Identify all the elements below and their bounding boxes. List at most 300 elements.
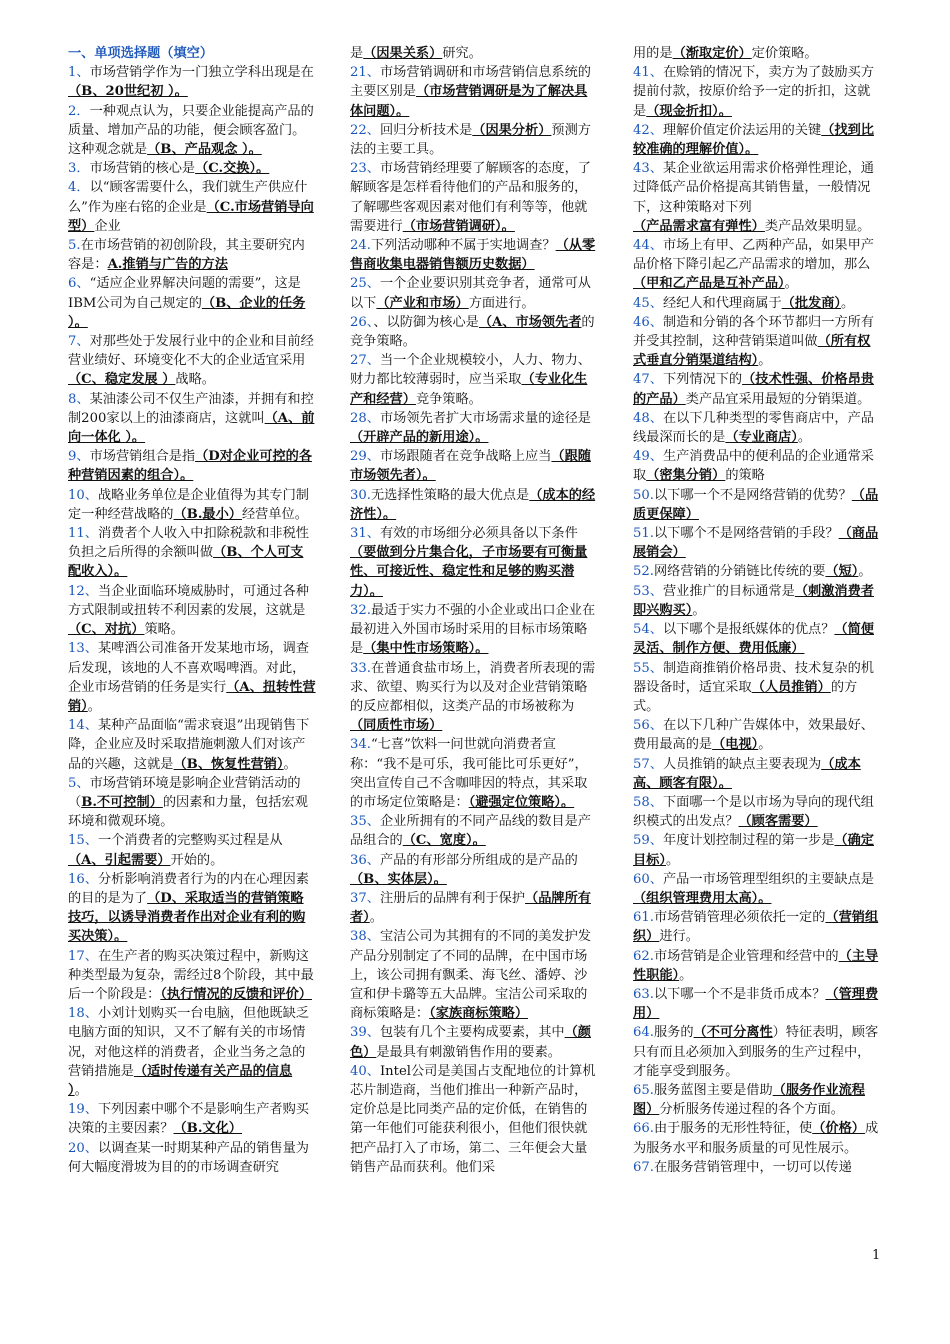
question-number: 41、: [633, 65, 663, 81]
question-answer: （跟随市场领先者）。: [350, 449, 591, 484]
question-text-tail: 策略。: [144, 622, 184, 638]
question-number: 49、: [633, 449, 663, 465]
question-text: 理解价值定价法运用的关键: [662, 122, 822, 138]
question-answer: （人员推销）: [751, 679, 831, 695]
question-item: [68, 1004, 316, 1100]
question-item: [633, 447, 883, 485]
question-text: 在生产者的购买决策过程中，新购这种类型最为复杂，需经过8个阶段，其中最后一个阶段是：: [68, 948, 314, 1002]
question-text-tail: 类产品效果明显。: [764, 218, 871, 234]
question-answer: （从零售商收集电器销售额历史数据）: [350, 238, 596, 273]
question-number: 48、: [633, 410, 663, 426]
question-text: 经纪人和代理商属于: [662, 295, 782, 311]
question-number: 26、: [350, 314, 374, 330]
question-text: “适应企业界解决问题的需要”，这是IBM公司为自己规定的: [68, 276, 301, 311]
question-text: 制造和分销的各个环节都归一方所有并受其控制，这种营销渠道叫做: [633, 314, 874, 350]
question-number: 20、: [68, 1140, 98, 1156]
question-text: 下列因素中哪个不是影响生产者购买决策的主要因素？: [68, 1102, 309, 1137]
question-item: [350, 63, 598, 121]
question-item: [350, 159, 598, 236]
question-text: 某油漆公司不仅生产油漆，并拥有和控制200家以上的油漆商店，这就叫: [68, 391, 314, 426]
question-number: 64.: [633, 1025, 654, 1041]
question-item: [633, 1119, 883, 1157]
question-answer: （A、扭转性营销）: [68, 679, 316, 714]
question-answer: （家族商标策略）: [429, 1006, 529, 1022]
question-text: 制造商推销价格昂贵、技术复杂的机器设备时，适宜采取: [633, 660, 874, 695]
question-item: [350, 274, 598, 312]
question-text: 一个企业要识别其竞争者，通常可从以下: [350, 276, 591, 311]
question-item: [633, 908, 883, 946]
question-text: 下面哪一个是以市场为导向的现代组织模式的出发点？: [633, 794, 874, 830]
question-answer: （B、20世纪初 ）。: [68, 84, 188, 100]
question-text: 生产消费品中的便利品的企业通常采取: [633, 449, 874, 484]
question-text: 在市场营销的初创阶段，其主要研究内容是：: [68, 238, 305, 273]
question-number: 38、: [350, 929, 380, 945]
question-text: 一种观点认为，只要企业能提高产品的质量、增加产品的功能，便会顾客盈门。这种观念就是: [68, 103, 314, 158]
question-text-tail: 企业: [94, 218, 121, 234]
question-answer: （因果分析）: [472, 122, 552, 138]
question-item: [350, 313, 598, 351]
question-answer: （颜色）: [350, 1025, 591, 1060]
question-answer: （电视）: [712, 737, 759, 753]
question-answer: （顾客需要）: [738, 814, 818, 830]
question-text-tail: 。: [758, 353, 772, 369]
question-text: 企业所拥有的不同产品线的数目是产品组合的: [350, 814, 591, 849]
question-answer: （同质性市场）: [350, 718, 443, 734]
question-text: 包装有几个主要构成要素，其中: [379, 1025, 565, 1041]
question-text-tail: 。: [784, 276, 798, 292]
question-text: 一个消费者的完整购买过程是从: [97, 833, 283, 849]
question-text-tail: 方面进行。: [468, 295, 535, 311]
question-answer: （主导性职能）: [633, 948, 879, 983]
question-text: 是: [350, 46, 364, 61]
question-answer: （B、恢复性营销）: [173, 756, 284, 772]
question-item: [68, 524, 316, 582]
question-item: [68, 178, 316, 236]
question-item: [68, 1100, 316, 1138]
question-text-tail: 。: [758, 737, 772, 753]
question-item: [633, 409, 883, 447]
question-text-tail: 。: [665, 852, 680, 868]
question-text: 分析影响消费者行为的内在心理因素的目的是为了: [68, 871, 309, 906]
question-number: 9、: [68, 449, 90, 465]
question-answer: （避强定位策略）。: [468, 794, 575, 810]
question-answer: （短）: [825, 564, 859, 580]
question-text: 以“顾客需要什么，我们就生产供应什么”作为座右铭的企业是: [68, 180, 308, 215]
column-left: [68, 44, 316, 1177]
question-number: 5、: [68, 775, 90, 791]
question-answer: （营销组织）: [633, 910, 879, 945]
question-text: 服务蓝图主要是借助: [653, 1082, 773, 1098]
question-text: 市场上有甲、乙两种产品，如果甲产品价格下降引起乙产品需求的增加，那么: [633, 238, 874, 273]
question-item: [633, 870, 883, 908]
question-item: [350, 735, 598, 812]
question-text: 市场营销组合是指: [89, 449, 196, 465]
question-text: 市场领先者扩大市场需求量的途径是: [379, 410, 591, 426]
question-number: 58、: [633, 794, 663, 810]
question-number: 16、: [68, 871, 98, 887]
question-answer: （所有权式垂直分销渠道结构）: [633, 334, 871, 369]
question-text: 以下哪一个不是网络营销的优势？: [653, 487, 852, 503]
question-number: 23、: [350, 161, 380, 177]
question-text: 服务的: [653, 1025, 694, 1041]
question-item: [633, 716, 883, 754]
question-text: 下列活动哪种不属于实地调查？: [370, 238, 556, 254]
question-item: [350, 351, 598, 409]
question-number: 15、: [68, 833, 98, 849]
question-item: [633, 1023, 883, 1081]
question-text: 某啤酒公司准备开发某地市场，调查后发现，该地的人不喜欢喝啤酒。对此，企业市场营销的任务是实行: [68, 641, 309, 695]
question-text: 市场营销管理必须依托一定的: [653, 910, 826, 926]
question-answer: （B.最小）: [173, 506, 242, 522]
question-number: 22、: [350, 122, 380, 138]
question-text-tail: 开始的。: [170, 852, 224, 868]
question-text: 在以下几种广告媒体中，效果最好、费用最高的是: [633, 718, 874, 753]
question-text: 在服务营销管理中，一切可以传递: [653, 1159, 852, 1175]
question-text: 小刘计划购买一台电脑，但他既缺乏电脑方面的知识，又不了解有关的市场情况，对他这样的消费者，企业当务之急的营销措施是: [68, 1006, 309, 1079]
question-text: 以调查某一时期某种产品的销售量为何大幅度滑坡为目的的市场调查研究: [68, 1140, 309, 1175]
question-text: 最适于实力不强的小企业或出口企业在最初进入外国市场时采用的目标市场策略是: [350, 602, 596, 657]
question-number: 1、: [68, 65, 90, 81]
question-text-tail: ）特征表明，顾客只有而且必须加入到服务的生产过程中，才能享受到服务。: [633, 1025, 879, 1079]
question-answer: （市场营销调研）。: [402, 218, 515, 234]
question-text-tail: 战略。: [175, 372, 215, 388]
question-text: 在以下几种类型的零售商店中，产品线最深而长的是: [633, 410, 874, 446]
question-text-tail: 的因素和力量，包括宏观环境和微观环境。: [68, 794, 308, 830]
question-text-tail: 经营单位。: [242, 506, 308, 522]
question-answer: （B.文化）: [173, 1121, 242, 1137]
question-item: [350, 1023, 598, 1061]
question-number: 46、: [633, 314, 663, 330]
question-answer: （渐取定价）: [672, 46, 752, 61]
question-item: [633, 659, 883, 717]
question-text: Intel公司是美国占支配地位的计算机芯片制造商，当他们推出一种新产品时，定价总是比同类产品的定价低，在销售的第一年他们可能获利很小，但他们很快就把产品打入了市场，第二、三年便会大量销售产品而获利。他们采: [350, 1063, 596, 1175]
question-number: 57、: [633, 756, 663, 772]
question-text-tail: 。: [283, 756, 297, 772]
question-text: 产品的有形部分所组成的是产品的: [379, 852, 578, 868]
question-text: 市场营销的核心是: [89, 161, 196, 177]
question-number: 36、: [350, 852, 380, 868]
question-number: 34.: [350, 737, 371, 753]
question-text: 以下哪个是报纸媒体的优点？: [662, 622, 835, 638]
question-text: 市场营销环境是影响企业营销活动的（: [68, 775, 301, 810]
question-answer: （B、个人可支配收入）。: [68, 545, 304, 580]
question-item: [633, 486, 883, 524]
question-number: 59、: [633, 833, 663, 849]
question-number: 25、: [350, 276, 380, 292]
question-answer: （产业和市场）: [376, 295, 469, 311]
question-number: 47、: [633, 372, 663, 388]
question-item: [68, 447, 316, 485]
question-answer: （技术性强、价格昂贵的产品）: [633, 372, 874, 407]
question-list-left: [68, 63, 316, 1177]
question-answer: （找到比较准确的理解价值）。: [633, 122, 874, 158]
question-item: [68, 947, 316, 1005]
question-text-tail: 预测方法的主要工具。: [350, 122, 591, 158]
question-text-tail: 竞争策略。: [415, 391, 482, 407]
question-answer: （产品需求富有弹性）: [633, 218, 765, 234]
question-answer: （要做到分片集合化，子市场要有可衡量性、可接近性、稳定性和足够的购买潜力）。: [350, 545, 588, 599]
question-number: 19、: [68, 1102, 98, 1118]
question-item: [350, 1062, 598, 1177]
question-text: 年度计划控制过程的第一步是: [662, 833, 835, 849]
question-text: 市场跟随者在竞争战略上应当: [379, 449, 552, 465]
question-number: 53、: [633, 583, 663, 599]
question-number: 62.: [633, 948, 654, 964]
question-answer: （批发商）: [781, 295, 841, 311]
question-answer: （B、产品观念 ）。: [147, 142, 262, 158]
question-list-right: [633, 44, 883, 1177]
question-number: 42、: [633, 122, 663, 138]
question-answer: A.推销与广告的方法: [107, 257, 228, 273]
question-number: 27、: [350, 353, 380, 369]
question-answer: （执行情况的反馈和评价）: [160, 986, 312, 1002]
question-text: 消费者个人收入中扣除税款和非税性负担之后所得的余额叫做: [68, 526, 309, 561]
question-item: [350, 927, 598, 1023]
question-number: 37、: [350, 890, 380, 906]
section-title: 一、单项选择题（填空）: [68, 46, 214, 61]
question-text-tail: 定价策略。: [751, 46, 818, 61]
question-item: [68, 486, 316, 524]
question-item: [68, 63, 316, 101]
question-item: [350, 409, 598, 447]
question-number: 55、: [633, 660, 663, 676]
question-text: 某企业欲运用需求价格弹性理论，通过降低产品价格提高其销售量，一般情况下，这种策略对下列: [633, 161, 874, 215]
question-text: 当一个企业规模较小，人力、物力、财力都比较薄弱时，应当采取: [350, 353, 591, 388]
question-text-tail: 。: [858, 564, 872, 580]
question-item: [350, 447, 598, 485]
question-answer: （服务作业流程图）: [633, 1082, 865, 1118]
question-answer: （专业商店）: [725, 430, 798, 446]
question-text: 战略业务单位是企业值得为其专门制定一种经营战略的: [68, 487, 309, 522]
question-text-tail: 进行。: [659, 929, 699, 945]
question-item: [350, 659, 598, 736]
question-text-tail: 成为服务水平和服务质量的可见性展示。: [633, 1121, 879, 1156]
question-answer: （A、引起需要）: [68, 852, 171, 868]
question-text-tail: 。: [87, 698, 101, 714]
question-number: 63.: [633, 986, 654, 1002]
question-answer: （因果关系）: [363, 46, 443, 61]
question-number: 5.: [68, 238, 81, 254]
question-number: 33.: [350, 660, 371, 676]
question-number: 67.: [633, 1159, 654, 1175]
question-item: [350, 851, 598, 889]
question-number: 30.: [350, 487, 371, 503]
question-item: [68, 332, 316, 390]
question-text-tail: 。: [74, 1082, 88, 1098]
question-number: 60、: [633, 871, 663, 887]
question-number: 39、: [350, 1025, 380, 1041]
question-item: [350, 601, 598, 659]
question-text: 市场营销经理要了解顾客的态度，了解顾客是怎样看待他们的产品和服务的，了解哪些客观因素对他们有利等等，他就需要进行: [350, 161, 591, 234]
question-text-tail: 的策略: [725, 468, 765, 484]
question-answer: （品牌所有者）: [350, 890, 591, 926]
question-answer: （确定目标）: [633, 833, 874, 868]
question-number: 61.: [633, 910, 654, 926]
question-text-tail: 。: [679, 967, 693, 983]
question-item: [68, 159, 316, 178]
question-item: [350, 486, 598, 524]
question-text: “七喜”饮料一问世就向消费者宣称：“我不是可乐，我可能比可乐更好”，突出宣传自己不含咖啡因的特点，其采取的市场定位策略是：: [350, 737, 588, 810]
question-text-tail: 。: [692, 602, 706, 618]
question-answer: （组织管理费用太高）。: [633, 890, 772, 906]
question-list-middle: [350, 44, 598, 1177]
question-answer: （开辟产品的新用途）。: [350, 430, 489, 446]
question-text: 产品一市场管理型组织的主要缺点是: [662, 871, 874, 887]
question-text: 回归分析技术是: [379, 122, 473, 138]
question-number: 52.: [633, 564, 654, 580]
question-item: [633, 831, 883, 869]
question-answer: （C、宽度）。: [402, 833, 486, 849]
question-item: [633, 793, 883, 831]
question-text: 当企业面临环境威胁时，可通过各种方式限制或扭转不利因素的发展，这就是: [68, 583, 309, 618]
question-number: 3．: [68, 161, 90, 177]
question-text: 以下哪个不是网络营销的手段？: [653, 526, 839, 542]
question-item: [68, 102, 316, 160]
question-number: 17、: [68, 948, 98, 964]
question-answer: （成本高、顾客有限）。: [633, 756, 861, 791]
question-item: [633, 44, 883, 63]
question-number: 56、: [633, 718, 663, 734]
question-text: 人员推销的缺点主要表现为: [662, 756, 822, 772]
question-number: 50.: [633, 487, 654, 503]
question-text: 由于服务的无形性特征，使: [653, 1121, 813, 1137]
question-item: [633, 1081, 883, 1119]
question-number: 35、: [350, 814, 380, 830]
question-text-tail: 分析服务传递过程的各个方面。: [659, 1102, 844, 1118]
question-item: [350, 524, 598, 601]
question-number: 4．: [68, 180, 90, 196]
question-number: 29、: [350, 449, 380, 465]
question-answer: （C.市场营销导向型）: [68, 199, 314, 234]
question-number: 6、: [68, 276, 90, 292]
question-item: [350, 121, 598, 159]
question-item: [633, 985, 883, 1023]
question-item: [68, 274, 316, 332]
question-number: 24.: [350, 238, 371, 254]
question-item: [633, 121, 883, 159]
question-answer: （刺激消费者即兴购买）: [633, 583, 874, 618]
question-text: 市场营销学作为一门独立学科出现是在: [89, 65, 314, 81]
question-answer: （简便灵活、制作方便、费用低廉）: [633, 622, 874, 657]
question-answer: （商品展销会）: [633, 526, 879, 561]
question-text-tail: 研究。: [442, 46, 482, 61]
question-item: [68, 390, 316, 448]
question-text: 有效的市场细分必须具备以下条件: [379, 526, 578, 542]
question-item: [633, 313, 883, 371]
question-text-tail: 。: [797, 430, 812, 446]
question-text: 下列情况下的: [662, 372, 743, 388]
question-number: 54、: [633, 622, 663, 638]
question-number: 2．: [68, 103, 90, 119]
question-text: 以下哪一个不是非货币成本？: [653, 986, 826, 1002]
question-answer: （现金折扣）。: [646, 103, 732, 119]
question-text-tail: 是最具有刺激销售作用的要素。: [376, 1044, 561, 1060]
question-answer: （D、采取适当的营销策略技巧，以诱导消费者作出对企业有利的购买决策）。: [68, 890, 306, 945]
question-item: [633, 294, 883, 313]
question-text: 注册后的品牌有利于保护: [379, 890, 526, 906]
question-answer: （A、前向一体化 ）。: [68, 410, 315, 446]
question-text: 在赊销的情况下，卖方为了鼓励买方提前付款，按原价给予一定的折扣，这就是: [633, 65, 874, 119]
question-item: [350, 812, 598, 850]
question-text: 对那些处于发展行业中的企业和目前经营业绩好、环境变化不大的企业适宜采用: [68, 334, 314, 369]
question-item: [633, 63, 883, 121]
question-text: 宝洁公司为其拥有的不同的美发护发产品分别制定了不同的品牌，在中国市场上，该公司拥有飘柔、海飞丝、潘婷、沙宣和伊卡璐等五大品牌。宝洁公司采取的商标策略是：: [350, 929, 591, 1022]
question-answer: （甲和乙产品是互补产品）: [633, 276, 785, 292]
question-item: [68, 716, 316, 774]
question-answer: （不可分离性: [693, 1025, 773, 1041]
question-item: [633, 562, 883, 581]
question-number: 45、: [633, 295, 663, 311]
question-number: 18、: [68, 1006, 98, 1022]
question-answer: （C、稳定发展 ）: [68, 372, 176, 388]
column-middle: [350, 44, 598, 1177]
question-text: 用的是: [633, 46, 673, 61]
question-number: 7、: [68, 334, 90, 350]
question-answer: （市场营销调研是为了解决具体问题）。: [350, 84, 588, 119]
question-text: 无选择性策略的最大优点是: [370, 487, 530, 503]
question-text-tail: 类产品宜采用最短的分销渠道。: [685, 391, 871, 407]
question-number: 32.: [350, 602, 371, 618]
question-item: [633, 159, 883, 236]
question-number: 14、: [68, 718, 98, 734]
question-text: 市场营销调研和市场营销信息系统的主要区别是: [350, 65, 591, 100]
question-text-tail: 。: [369, 910, 383, 926]
question-item: [68, 831, 316, 869]
question-answer: （密集分销）: [646, 468, 726, 484]
question-item: [633, 236, 883, 294]
question-number: 13、: [68, 641, 98, 657]
question-number: 44、: [633, 238, 663, 254]
question-text: 在普通食盐市场上，消费者所表现的需求、欲望、购买行为以及对企业营销策略的反应都相似，这类产品的市场被称为: [350, 660, 596, 714]
question-item: [633, 755, 883, 793]
question-text: 网络营销的分销链比传统的要: [653, 564, 826, 580]
question-answer: B.不可控制）: [81, 794, 163, 810]
question-text: 营业推广的目标通常是: [662, 583, 795, 599]
question-item: [350, 44, 598, 63]
question-item: [68, 639, 316, 716]
question-number: 8、: [68, 391, 90, 407]
question-answer: （成本的经济性）。: [350, 487, 596, 522]
question-answer: （管理费用）: [633, 986, 879, 1022]
question-number: 10、: [68, 487, 98, 503]
question-answer: （适时传递有关产品的信息 ）: [68, 1063, 293, 1098]
question-text: 某种产品面临“需求衰退”出现销售下降，企业应及时采取措施刺激人们对该产品的兴趣，这就是: [68, 718, 310, 772]
question-answer: （C.交换）。: [195, 161, 270, 177]
question-item: [68, 1139, 316, 1177]
question-text-tail: 的方式。: [633, 679, 858, 714]
page-number: 1: [872, 1248, 881, 1263]
question-item: [633, 582, 883, 620]
question-text: 市场营销是企业管理和经营中的: [653, 948, 839, 964]
question-number: 40、: [350, 1063, 380, 1079]
question-answer: （B、企业的任务 ）。: [68, 295, 306, 330]
question-answer: （D对企业可控的各种营销因素的组合）。: [68, 449, 313, 484]
question-item: [633, 524, 883, 562]
question-item: [633, 1158, 883, 1177]
question-answer: （B、实体层）。: [350, 871, 447, 887]
question-answer: （A、市场领先者: [478, 314, 582, 330]
question-item: [633, 947, 883, 985]
question-number: 31、: [350, 526, 380, 542]
question-item: [68, 236, 316, 274]
question-item: [68, 774, 316, 832]
question-number: 12、: [68, 583, 98, 599]
question-number: 21、: [350, 65, 380, 81]
question-answer: （C、对抗）: [68, 622, 145, 638]
question-item: [350, 236, 598, 274]
question-number: 43、: [633, 161, 663, 177]
question-number: 28、: [350, 410, 380, 426]
